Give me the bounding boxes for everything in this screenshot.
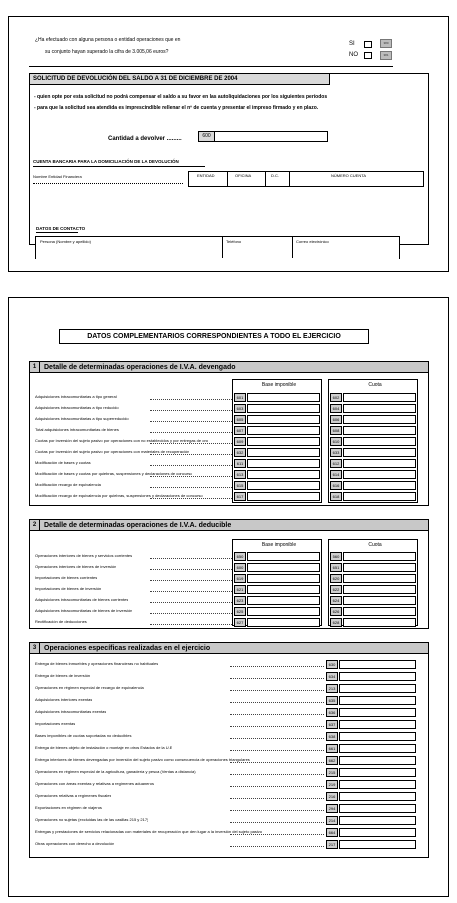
row-leader-dots xyxy=(230,738,324,739)
row-input-cuota[interactable] xyxy=(343,426,416,435)
row-label: Operaciones no sujetas (excluidas las de las casillas 215 y 217) xyxy=(35,817,149,822)
cuenta-title-underline xyxy=(33,166,205,167)
cantidad-input[interactable] xyxy=(198,131,328,142)
row-input-cuota[interactable] xyxy=(343,618,416,627)
row-input[interactable] xyxy=(339,684,416,693)
row-code-base: 627 xyxy=(234,618,246,627)
row-code-base: 617 xyxy=(234,492,246,501)
row-code-cuota: 614 xyxy=(330,470,342,479)
row-input-base[interactable] xyxy=(247,448,320,457)
si-label: SI xyxy=(349,41,355,47)
row-code-base: 650 xyxy=(234,552,246,561)
table-row xyxy=(30,403,428,414)
row-label: Operaciones con áreas exentas y relativas a regímenes aduaneros xyxy=(35,781,154,786)
row-label: Operaciones interiores de bienes y servicios corrientes xyxy=(35,553,133,558)
row-code-base: 632 xyxy=(234,448,246,457)
table-row xyxy=(30,392,428,403)
table-row xyxy=(30,617,428,628)
numero-cuenta-label: NÚMERO CUENTA xyxy=(331,173,367,178)
row-input-base[interactable] xyxy=(247,492,320,501)
section-1-header xyxy=(30,362,428,373)
row-label: Operaciones en régimen especial de recargo de equivalencia xyxy=(35,685,144,690)
row-input-cuota[interactable] xyxy=(343,448,416,457)
row-leader-dots xyxy=(230,846,324,847)
row-code-cuota: 612 xyxy=(330,459,342,468)
row-input[interactable] xyxy=(339,672,416,681)
row-input[interactable] xyxy=(339,804,416,813)
row-label: Exportaciones en régimen de viajeros xyxy=(35,805,102,810)
row-label: Cuotas por inversión del sujeto pasivo por operaciones con materiales de recuperación xyxy=(35,449,190,454)
row-input-base[interactable] xyxy=(247,415,320,424)
row-label: Cuotas por inversión del sujeto pasivo por operaciones con no establecidos y por entregas de oro xyxy=(35,438,208,443)
row-input-base[interactable] xyxy=(247,596,320,605)
list-item xyxy=(30,743,428,754)
row-code-base: 625 xyxy=(234,607,246,616)
no-label: NO xyxy=(349,52,358,58)
row-code: 214 xyxy=(326,816,338,825)
table-row xyxy=(30,458,428,469)
row-input[interactable] xyxy=(339,696,416,705)
row-code-cuota: 606 xyxy=(330,415,342,424)
row-label: Adquisiciones interiores exentas xyxy=(35,697,93,702)
row-code-base: 603 xyxy=(234,404,246,413)
no-checkbox[interactable] xyxy=(364,52,372,59)
page2-title-box xyxy=(59,329,369,344)
section-2 xyxy=(29,519,429,629)
row-code: 213 xyxy=(326,684,338,693)
list-item xyxy=(30,803,428,814)
row-label: Importaciones exentas xyxy=(35,721,76,726)
row-label: Adquisiciones intracomunitarias a tipo superreducido xyxy=(35,416,129,421)
section-2-title: Detalle de determinadas operaciones de I.V.A. deducible xyxy=(44,522,232,529)
row-leader-dots xyxy=(150,476,232,477)
row-code: 636 xyxy=(326,708,338,717)
section-2-header xyxy=(30,520,428,531)
row-leader-dots xyxy=(150,558,232,559)
row-label: Adquisiciones intracomunitarias a tipo general xyxy=(35,394,117,399)
section-1 xyxy=(29,361,429,506)
row-leader-dots xyxy=(230,786,324,787)
list-item xyxy=(30,707,428,718)
row-input-cuota[interactable] xyxy=(343,552,416,561)
row-code-base: 607 xyxy=(234,426,246,435)
row-leader-dots xyxy=(150,613,232,614)
row-input-cuota[interactable] xyxy=(343,574,416,583)
row-label: Operaciones en régimen especial de la agricultura, ganadería y pesca (Ventas a distancia) xyxy=(35,769,196,774)
row-input[interactable] xyxy=(339,744,416,753)
row-leader-dots xyxy=(230,702,324,703)
cuenta-title: CUENTA BANCARIA PARA LA DOMICILIACIÓN DE LA DEVOLUCIÓN xyxy=(33,159,179,164)
table-row xyxy=(30,447,428,458)
row-leader-dots xyxy=(230,714,324,715)
row-label: Total adquisiciones intracomunitarias de bienes xyxy=(35,427,119,432)
row-input-base[interactable] xyxy=(247,426,320,435)
row-label: Operaciones relativas a regímenes fiscales xyxy=(35,793,112,798)
row-code-base: 619 xyxy=(234,574,246,583)
page-2 xyxy=(8,297,449,897)
no-code: 381 xyxy=(380,51,392,60)
row-input[interactable] xyxy=(339,780,416,789)
row-leader-dots xyxy=(230,774,324,775)
row-leader-dots xyxy=(230,810,324,811)
row-input[interactable] xyxy=(339,732,416,741)
row-input-base[interactable] xyxy=(247,574,320,583)
row-leader-dots xyxy=(150,443,232,444)
row-code: 634 xyxy=(326,672,338,681)
row-label: Importaciones de bienes corrientes xyxy=(35,575,98,580)
row-input-base[interactable] xyxy=(247,563,320,572)
list-item xyxy=(30,827,428,838)
section-1-number: 1 xyxy=(30,362,40,373)
row-input[interactable] xyxy=(339,828,416,837)
row-label: Entrega de bienes de inversión xyxy=(35,673,91,678)
list-item xyxy=(30,695,428,706)
row-leader-dots xyxy=(150,465,232,466)
row-code: 294 xyxy=(326,804,338,813)
row-input-cuota[interactable] xyxy=(343,492,416,501)
row-input-base[interactable] xyxy=(247,470,320,479)
row-label: Modificación recargo de equivalencia por quiebras, suspensiones y declaraciones de concurso xyxy=(35,493,203,498)
section-3-header xyxy=(30,643,428,654)
devolucion-bullet-1: - quien opte por esta solicitud no podrá compensar el saldo a su favor en las autoliquidaciones por los siguientes períodos xyxy=(34,94,328,100)
table-row xyxy=(30,606,428,617)
list-item xyxy=(30,719,428,730)
table-row xyxy=(30,584,428,595)
row-code-cuota: 618 xyxy=(330,492,342,501)
row-input-base[interactable] xyxy=(247,393,320,402)
row-code-base: 609 xyxy=(234,437,246,446)
row-label: Rectificación de deducciones xyxy=(35,619,87,624)
row-label: Modificación de bases y cuotas por quiebras, suspensiones y declaraciones de concurso xyxy=(35,471,193,476)
row-input[interactable] xyxy=(339,816,416,825)
row-input-cuota[interactable] xyxy=(343,459,416,468)
row-input-base[interactable] xyxy=(247,607,320,616)
row-input[interactable] xyxy=(339,840,416,849)
row-leader-dots xyxy=(230,726,324,727)
row-code-cuota: 560 xyxy=(330,552,342,561)
row-label: Entrega de bienes inmuebles y operaciones financieras no habituales xyxy=(35,661,159,666)
row-label: Modificación de bases y cuotas xyxy=(35,460,91,465)
row-label: Entregas y prestaciones de servicios relacionadas con materiales de recuperación que den lugar a la inversión del sujeto pasivo xyxy=(35,829,263,834)
row-leader-dots xyxy=(150,569,232,570)
cantidad-label: Cantidad a devolver ......... xyxy=(108,136,182,142)
row-input-base[interactable] xyxy=(247,585,320,594)
si-code: 380 xyxy=(380,39,392,48)
row-leader-dots xyxy=(150,487,232,488)
list-item xyxy=(30,659,428,670)
row-leader-dots xyxy=(150,580,232,581)
question-line-2: su conjunto hayan superado la cifra de 3.005,06 euros? xyxy=(45,49,169,55)
si-checkbox[interactable] xyxy=(364,41,372,48)
row-label: Modificación recargo de equivalencia xyxy=(35,482,101,487)
row-input-base[interactable] xyxy=(247,437,320,446)
row-input-base[interactable] xyxy=(247,618,320,627)
row-leader-dots xyxy=(150,591,232,592)
list-item xyxy=(30,779,428,790)
row-leader-dots xyxy=(230,822,324,823)
row-code: 637 xyxy=(326,720,338,729)
row-leader-dots xyxy=(230,834,324,835)
list-item xyxy=(30,731,428,742)
section-1-col-cuota: Cuota xyxy=(368,382,382,388)
section-3-number: 3 xyxy=(30,643,40,654)
row-code-cuota: 602 xyxy=(330,393,342,402)
row-code-base: 623 xyxy=(234,596,246,605)
telefono-label: Teléfono xyxy=(226,239,242,244)
list-item xyxy=(30,671,428,682)
row-code-base: 611 xyxy=(234,459,246,468)
row-code-base: 601 xyxy=(234,393,246,402)
section-2-col-cuota: Cuota xyxy=(368,542,382,548)
row-code: 664 xyxy=(326,828,338,837)
section-1-title: Detalle de determinadas operaciones de I.V.A. devengado xyxy=(44,364,236,371)
row-leader-dots xyxy=(150,399,232,400)
table-row xyxy=(30,480,428,491)
devolucion-bullet-2: - para que la solicitud sea atendida es imprescindible rellenar el nº de cuenta y presentar el impreso firmado y en plazo. xyxy=(34,105,319,111)
persona-label: Persona (Nombre y apellido) xyxy=(40,239,91,244)
row-input[interactable] xyxy=(339,660,416,669)
table-row xyxy=(30,425,428,436)
row-code: 215 xyxy=(326,768,338,777)
section-1-col-base: Base imponible xyxy=(261,382,297,388)
row-leader-dots xyxy=(230,678,324,679)
table-row xyxy=(30,551,428,562)
row-input-cuota[interactable] xyxy=(343,437,416,446)
list-item xyxy=(30,839,428,850)
row-leader-dots xyxy=(230,690,324,691)
row-leader-dots xyxy=(230,798,324,799)
row-code: 661 xyxy=(326,744,338,753)
table-row xyxy=(30,414,428,425)
section-3-title: Operaciones específicas realizadas en el ejercicio xyxy=(44,645,211,652)
row-input-cuota[interactable] xyxy=(343,470,416,479)
list-item xyxy=(30,791,428,802)
row-input-cuota[interactable] xyxy=(343,404,416,413)
row-code-base: 600 xyxy=(234,563,246,572)
row-label: Operaciones interiores de bienes de inversión xyxy=(35,564,117,569)
list-item xyxy=(30,767,428,778)
row-leader-dots xyxy=(150,602,232,603)
table-row xyxy=(30,573,428,584)
row-input[interactable] xyxy=(339,756,416,765)
contacto-title-underline xyxy=(36,232,78,233)
list-item xyxy=(30,755,428,766)
row-input[interactable] xyxy=(339,720,416,729)
row-label: Adquisiciones intracomunitarias exentas xyxy=(35,709,107,714)
row-code-cuota: 608 xyxy=(330,426,342,435)
table-row xyxy=(30,562,428,573)
row-code: 662 xyxy=(326,756,338,765)
row-input-base[interactable] xyxy=(247,552,320,561)
devolucion-header xyxy=(30,74,330,85)
row-input-cuota[interactable] xyxy=(343,596,416,605)
question-divider xyxy=(29,66,393,67)
dc-label: D.C. xyxy=(271,173,279,178)
nombre-entidad-line[interactable] xyxy=(33,183,183,184)
row-input-cuota[interactable] xyxy=(343,481,416,490)
row-code-cuota: 626 xyxy=(330,607,342,616)
row-label: Adquisiciones intracomunitarias de bienes corrientes xyxy=(35,597,129,602)
row-code: 216 xyxy=(326,792,338,801)
row-leader-dots xyxy=(150,498,232,499)
row-input-cuota[interactable] xyxy=(343,415,416,424)
entidad-label: ENTIDAD xyxy=(197,173,215,178)
row-code: 217 xyxy=(326,840,338,849)
cuenta-number-box[interactable] xyxy=(188,171,424,187)
row-input-base[interactable] xyxy=(247,459,320,468)
nombre-entidad-label: Nombre Entidad Financiera xyxy=(33,174,82,179)
row-code-cuota: 610 xyxy=(330,437,342,446)
row-code-cuota: 604 xyxy=(330,404,342,413)
row-input-cuota[interactable] xyxy=(343,585,416,594)
row-code-cuota: 633 xyxy=(330,448,342,457)
row-code: 635 xyxy=(326,696,338,705)
table-row xyxy=(30,595,428,606)
row-input[interactable] xyxy=(339,792,416,801)
row-leader-dots xyxy=(230,750,324,751)
row-leader-dots xyxy=(150,454,232,455)
devolucion-title: SOLICITUD DE DEVOLUCIÓN DEL SALDO A 31 DE DICIEMBRE DE 2004 xyxy=(33,76,238,82)
page2-title: DATOS COMPLEMENTARIOS CORRESPONDIENTES A TODO EL EJERCICIO xyxy=(87,333,341,340)
row-label: Importaciones de bienes de inversión xyxy=(35,586,102,591)
row-leader-dots xyxy=(150,410,232,411)
row-code-base: 615 xyxy=(234,481,246,490)
row-leader-dots xyxy=(230,762,324,763)
row-input-base[interactable] xyxy=(247,404,320,413)
row-leader-dots xyxy=(150,421,232,422)
row-code-base: 605 xyxy=(234,415,246,424)
question-line-1: ¿Ha efectuado con alguna persona o entidad operaciones que en xyxy=(35,37,181,43)
row-label: Otras operaciones con derecho a devolución xyxy=(35,841,115,846)
row-input[interactable] xyxy=(339,708,416,717)
row-code: 638 xyxy=(326,732,338,741)
table-row xyxy=(30,491,428,502)
row-code: 219 xyxy=(326,780,338,789)
row-input-cuota[interactable] xyxy=(343,563,416,572)
correo-label: Correo electrónico xyxy=(296,239,329,244)
row-label: Adquisiciones intracomunitarias de bienes de inversión xyxy=(35,608,133,613)
section-3 xyxy=(29,642,429,858)
cantidad-code: 600 xyxy=(199,132,215,141)
section-2-number: 2 xyxy=(30,520,40,531)
row-label: Entrega interiores de bienes devengadas por inversión del sujeto pasivo como consecuencia de operaciones triangulares xyxy=(35,757,250,762)
table-row xyxy=(30,436,428,447)
row-leader-dots xyxy=(150,624,232,625)
row-code: 630 xyxy=(326,660,338,669)
row-input-cuota[interactable] xyxy=(343,607,416,616)
row-code-cuota: 628 xyxy=(330,618,342,627)
row-code-cuota: 624 xyxy=(330,596,342,605)
row-code-cuota: 616 xyxy=(330,481,342,490)
row-code-cuota: 620 xyxy=(330,574,342,583)
oficina-label: OFICINA xyxy=(235,173,252,178)
row-leader-dots xyxy=(150,432,232,433)
row-leader-dots xyxy=(230,666,324,667)
section-2-col-base: Base imponible xyxy=(261,542,297,548)
contacto-box[interactable] xyxy=(35,236,400,259)
row-code-base: 621 xyxy=(234,585,246,594)
row-label: Adquisiciones intracomunitarias a tipo reducido xyxy=(35,405,119,410)
row-label: Bases imponibles de cuotas soportadas no deducibles xyxy=(35,733,132,738)
row-input[interactable] xyxy=(339,768,416,777)
list-item xyxy=(30,683,428,694)
row-input-cuota[interactable] xyxy=(343,393,416,402)
list-item xyxy=(30,815,428,826)
table-row xyxy=(30,469,428,480)
devolucion-section xyxy=(29,73,429,245)
row-code-base: 613 xyxy=(234,470,246,479)
row-code-cuota: 622 xyxy=(330,585,342,594)
contacto-title: DATOS DE CONTACTO xyxy=(36,226,86,231)
row-code-cuota: 651 xyxy=(330,563,342,572)
row-input-base[interactable] xyxy=(247,481,320,490)
page-1 xyxy=(8,16,449,272)
row-label: Entrega de bienes objeto de instalación o montaje en otros Estados de la U.E xyxy=(35,745,173,750)
